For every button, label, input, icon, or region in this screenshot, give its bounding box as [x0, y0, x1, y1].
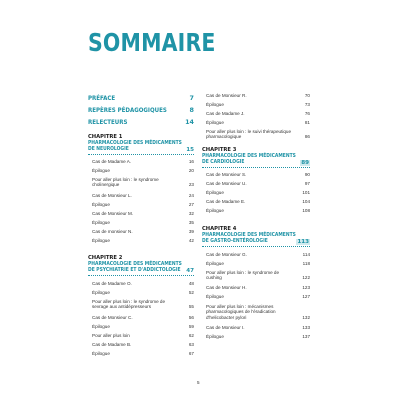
chapter-number: CHAPITRE 1 [88, 134, 123, 140]
front-entry-page: 7 [189, 94, 194, 102]
toc-entry[interactable] [206, 120, 310, 125]
toc-entry[interactable] [206, 261, 310, 266]
toc-entry[interactable] [92, 281, 194, 286]
entry-text: Épilogue [206, 294, 224, 299]
entry-text: Épilogue [92, 202, 110, 207]
divider [88, 275, 194, 276]
entry-page: 70 [304, 93, 310, 98]
entry-page: 32 [188, 211, 194, 216]
entry-text: Cas de Madame E. [206, 199, 246, 204]
entry-text: Cas de Madame B. [92, 342, 132, 347]
entry-page: 90 [304, 172, 310, 177]
toc-entry[interactable] [92, 202, 194, 207]
toc-entry[interactable] [206, 252, 310, 257]
entry-text: Épilogue [206, 102, 224, 107]
entry-page: 27 [188, 202, 194, 207]
entry-page: 63 [188, 342, 194, 347]
toc-entry[interactable] [206, 294, 310, 299]
entry-page: 59 [188, 324, 194, 329]
entry-text: Cas de Monsieur R. [206, 93, 247, 98]
entry-text: Cas de Monsieur I. [206, 325, 245, 330]
chapter-title: PHARMACOLOGIE DES MÉDICAMENTS [88, 261, 182, 268]
toc-front-entry[interactable] [88, 106, 194, 114]
toc-entry[interactable] [92, 238, 194, 243]
entry-text: Cas de Monsieur S. [206, 172, 247, 177]
entry-text: Cas de Madame A. [92, 159, 132, 164]
toc-entry[interactable] [206, 208, 310, 213]
entry-text: Cas de Monsieur H. [206, 285, 247, 290]
toc-entry[interactable] [206, 181, 310, 186]
entry-text: Épilogue [92, 324, 110, 329]
page-title: SOMMAIRE [88, 28, 216, 57]
chapter-page: 15 [186, 147, 194, 153]
entry-page: 20 [188, 168, 194, 173]
entry-page: 67 [188, 351, 194, 356]
entry-page: 39 [188, 229, 194, 234]
entry-page: 56 [188, 315, 194, 320]
chapter-page: 89 [301, 160, 309, 166]
chapter-page: 47 [186, 268, 194, 274]
entry-page: 108 [302, 208, 310, 213]
entry-page: 132 [302, 314, 310, 320]
front-entry-label: PRÉFACE [88, 94, 116, 102]
entry-page: 101 [302, 190, 310, 195]
toc-entry[interactable] [92, 324, 194, 329]
toc-entry[interactable] [92, 193, 194, 198]
divider [88, 154, 194, 155]
entry-page: 127 [302, 294, 310, 299]
toc-entry[interactable] [206, 102, 310, 107]
toc-entry[interactable] [92, 351, 194, 356]
front-entry-page: 14 [185, 118, 194, 126]
toc-entry[interactable] [92, 315, 194, 320]
toc-front-entry[interactable] [88, 94, 194, 102]
toc-entry[interactable] [206, 304, 310, 320]
entry-text: Épilogue [206, 334, 224, 339]
entry-text: Cas de Monsieur L. [92, 193, 132, 198]
toc-entry[interactable] [92, 220, 194, 225]
toc-entry[interactable] [92, 342, 194, 347]
entry-text: Pour aller plus loin [92, 333, 130, 338]
toc-entry[interactable] [206, 190, 310, 195]
entry-text: Cas de monsieur N. [92, 229, 133, 234]
entry-page: 97 [304, 181, 310, 186]
chapter-title: PHARMACOLOGIE DES MÉDICAMENTS [202, 153, 296, 160]
entry-text: Cas de Madame O. [92, 281, 132, 286]
entry-text: Épilogue [92, 290, 110, 295]
entry-page: 133 [302, 325, 310, 330]
toc-entry[interactable] [206, 325, 310, 330]
entry-page: 35 [188, 220, 194, 225]
toc-entry[interactable] [92, 333, 194, 338]
entry-text: Épilogue [92, 220, 110, 225]
entry-text: Cas de Monsieur C. [92, 315, 133, 320]
entry-text: Épilogue [206, 261, 224, 266]
entry-text: Cas de Monsieur G. [206, 252, 247, 257]
entry-page: 73 [304, 102, 310, 107]
entry-text: Pour aller plus loin : le syndrome cholinergique [92, 177, 159, 188]
chapter-number: CHAPITRE 2 [88, 255, 123, 261]
entry-text: Pour aller plus loin : le syndrome de cushing [206, 270, 280, 281]
chapter-title: DE PSYCHIATRIE ET D'ADDICTOLOGIE [88, 267, 181, 274]
entry-page: 62 [188, 333, 194, 338]
chapter-title: PHARMACOLOGIE DES MÉDICAMENTS [88, 140, 182, 147]
entry-page: 48 [188, 281, 194, 286]
chapter-number: CHAPITRE 4 [202, 226, 237, 232]
entry-text: Épilogue [92, 238, 110, 243]
toc-entry[interactable] [92, 229, 194, 234]
entry-page: 114 [302, 252, 310, 257]
chapter-page: 113 [297, 239, 309, 245]
toc-front-entry[interactable] [88, 118, 194, 126]
entry-page: 24 [188, 193, 194, 198]
toc-entry[interactable] [92, 211, 194, 216]
chapter-title: DE NEUROLOGIE [88, 146, 129, 153]
divider [202, 246, 310, 247]
toc-entry[interactable] [206, 334, 310, 339]
entry-text: Épilogue [206, 208, 224, 213]
toc-entry[interactable] [206, 270, 310, 281]
entry-page: 76 [304, 111, 310, 116]
toc-entry[interactable] [206, 111, 310, 116]
entry-text: Épilogue [92, 168, 110, 173]
entry-page: 55 [188, 304, 194, 310]
toc-entry[interactable] [92, 168, 194, 173]
entry-page: 118 [302, 261, 310, 266]
entry-text: Épilogue [206, 190, 224, 195]
entry-text: Pour aller plus loin : mécanismes pharmacologiques de l'éradication d'helicobacter pylori [206, 304, 276, 320]
page-number: 5 [197, 380, 200, 385]
entry-page: 52 [188, 290, 194, 295]
entry-text: Cas de Monsieur U. [206, 181, 247, 186]
toc-entry[interactable] [92, 177, 194, 188]
entry-text: Cas de Monsieur M. [92, 211, 134, 216]
entry-page: 23 [188, 182, 194, 188]
chapter-heading[interactable] [88, 134, 194, 153]
chapter-heading[interactable] [202, 226, 310, 245]
chapter-title: DE CARDIOLOGIE [202, 159, 245, 166]
entry-page: 122 [302, 275, 310, 281]
toc-entry[interactable] [92, 299, 194, 310]
entry-page: 104 [302, 199, 310, 204]
toc-entry[interactable] [206, 129, 310, 140]
entry-text: Pour aller plus loin : le syndrome de sevrage aux antidépresseurs [92, 299, 166, 310]
front-entry-page: 8 [189, 106, 194, 114]
toc-entry[interactable] [92, 159, 194, 164]
front-entry-label: RELECTEURS [88, 118, 128, 126]
chapter-heading[interactable] [202, 147, 310, 166]
front-entry-label: REPÈRES PÉDAGOGIQUES [88, 106, 167, 114]
entry-page: 42 [188, 238, 194, 243]
chapter-number: CHAPITRE 3 [202, 147, 237, 153]
entry-page: 86 [304, 134, 310, 140]
entry-text: Pour aller plus loin : le suivi thérapeutique pharmacologique [206, 129, 292, 140]
entry-text: Cas de Madame J. [206, 111, 245, 116]
toc-entry[interactable] [206, 172, 310, 177]
toc-entry[interactable] [206, 285, 310, 290]
toc-entry[interactable] [206, 93, 310, 98]
entry-page: 81 [304, 120, 310, 125]
toc-entry[interactable] [206, 199, 310, 204]
toc-entry[interactable] [92, 290, 194, 295]
chapter-heading[interactable] [88, 255, 194, 274]
divider [202, 167, 310, 168]
entry-page: 123 [302, 285, 310, 290]
chapter-title: PHARMACOLOGIE DES MÉDICAMENTS [202, 232, 296, 239]
entry-page: 137 [302, 334, 310, 339]
entry-text: Épilogue [206, 120, 224, 125]
entry-page: 16 [188, 159, 194, 164]
chapter-title: DE GASTRO-ENTÉROLOGIE [202, 238, 268, 245]
entry-text: Épilogue [92, 351, 110, 356]
